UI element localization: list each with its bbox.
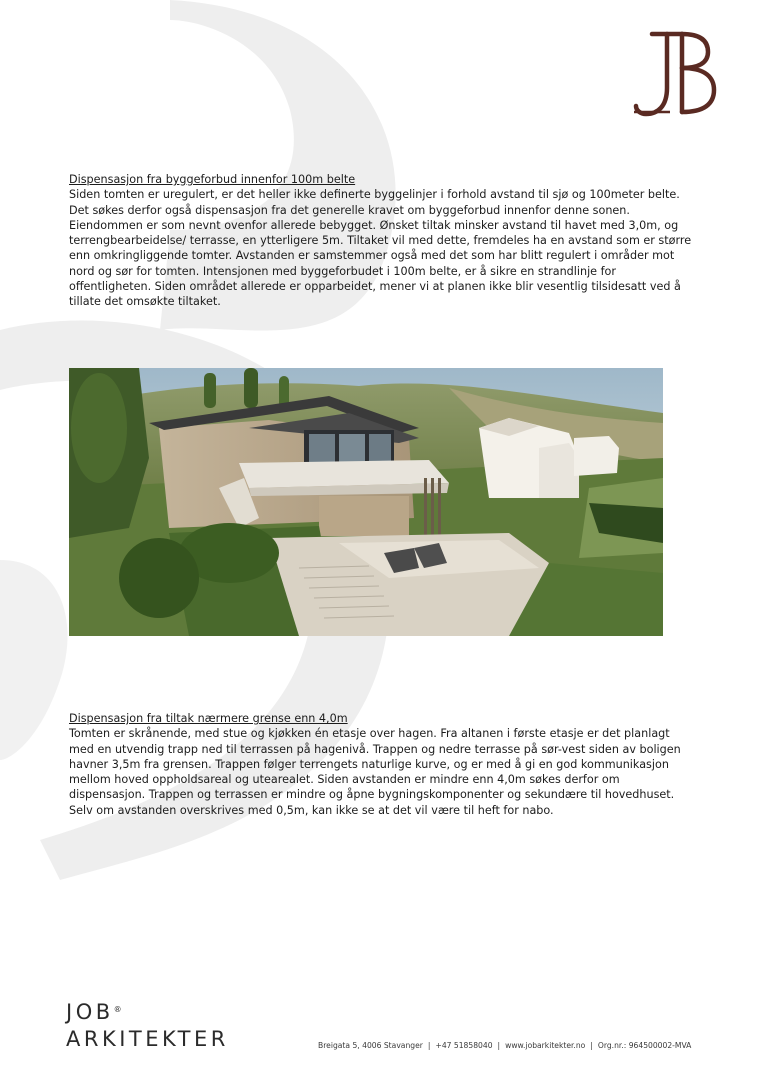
paragraph-line: offentligheten. Siden området allerede er opparbeidet, mener vi at planen ikke blir vesentlig tilsidesatt ved å <box>69 280 681 294</box>
footer-separator: | <box>427 1041 431 1050</box>
footer-website: www.jobarkitekter.no <box>505 1041 586 1050</box>
footer-brand-logo <box>66 1000 229 1051</box>
paragraph-line: Selv om avstanden overskrives med 0,5m, kan ikke se at det vil være til heft for nabo. <box>69 803 554 817</box>
paragraph-line: med en utvendig trapp ned til terrassen på hagenivå. Trappen og nedre terrasse på sør-vest siden av boligen <box>69 742 681 756</box>
section-tiltak-naermere-grense <box>69 711 699 818</box>
house-render-image <box>69 368 663 636</box>
footer-contact-info <box>318 1041 691 1050</box>
section-heading: Dispensasjon fra byggeforbud innenfor 100m belte <box>69 173 356 186</box>
paragraph-line: nord og sør for tomten. Intensjonen med byggeforbudet i 100m belte, er å sikre en strandlinje for <box>69 264 617 278</box>
footer-separator: | <box>590 1041 593 1050</box>
footer-org-number: Org.nr.: 964500002-MVA <box>597 1041 692 1050</box>
section-heading: Dispensasjon fra tiltak nærmere grense enn 4,0m <box>69 712 348 725</box>
paragraph-line: dispensasjon. Trappen og terrassen er mindre og åpne bygningskomponenter og sekundære til hovedhuset. <box>69 788 675 802</box>
paragraph-line: havner 3,5m fra grensen. Trappen følger terrengets naturlige kurve, og er med å gi en god kommunikasjon <box>69 757 669 771</box>
paragraph-line: Det søkes derfor også dispensasjon fra det generelle kravet om byggeforbud innenfor denne sonen. <box>69 203 630 217</box>
footer-phone: +47 51858040 <box>435 1041 493 1050</box>
paragraph-line: Tomten er skrånende, med stue og kjøkken én etasje over hagen. Fra altanen i første etasje er det planlagt <box>69 727 670 741</box>
registered-mark: ® <box>113 1005 122 1014</box>
paragraph-line: Siden tomten er uregulert, er det heller ikke definerte byggelinjer i forhold avstand til sjø og 100meter belte. <box>69 188 680 202</box>
jb-monogram-logo <box>630 28 720 123</box>
footer-separator: | <box>497 1041 501 1050</box>
footer-address: Breigata 5, 4006 Stavanger <box>318 1041 423 1050</box>
brand-job-text: JOB <box>66 1000 114 1024</box>
paragraph-line: enn omkringliggende tomter. Avstanden er samstemmer også med det som har blitt regulert i områder mot <box>69 249 675 263</box>
brand-line-job <box>66 1000 229 1024</box>
brand-line-arkitekter: ARKITEKTER <box>66 1027 229 1051</box>
paragraph-line: mellom hoved oppholdsareal og utearealet. Siden avstanden er mindre enn 4,0m søkes derfor om <box>69 773 620 787</box>
paragraph-line: terrengbearbeidelse/ terrasse, en ytterligere 5m. Tiltaket vil med dette, fremdeles ha en avstand som er større <box>69 234 692 248</box>
section-byggeforbud-100m <box>69 172 699 310</box>
paragraph-line: tillate det omsøkte tiltaket. <box>69 295 221 309</box>
paragraph-line: Eiendommen er som nevnt ovenfor allerede bebygget. Ønsket tiltak minsker avstand til havet med 3,0m, og <box>69 218 679 232</box>
